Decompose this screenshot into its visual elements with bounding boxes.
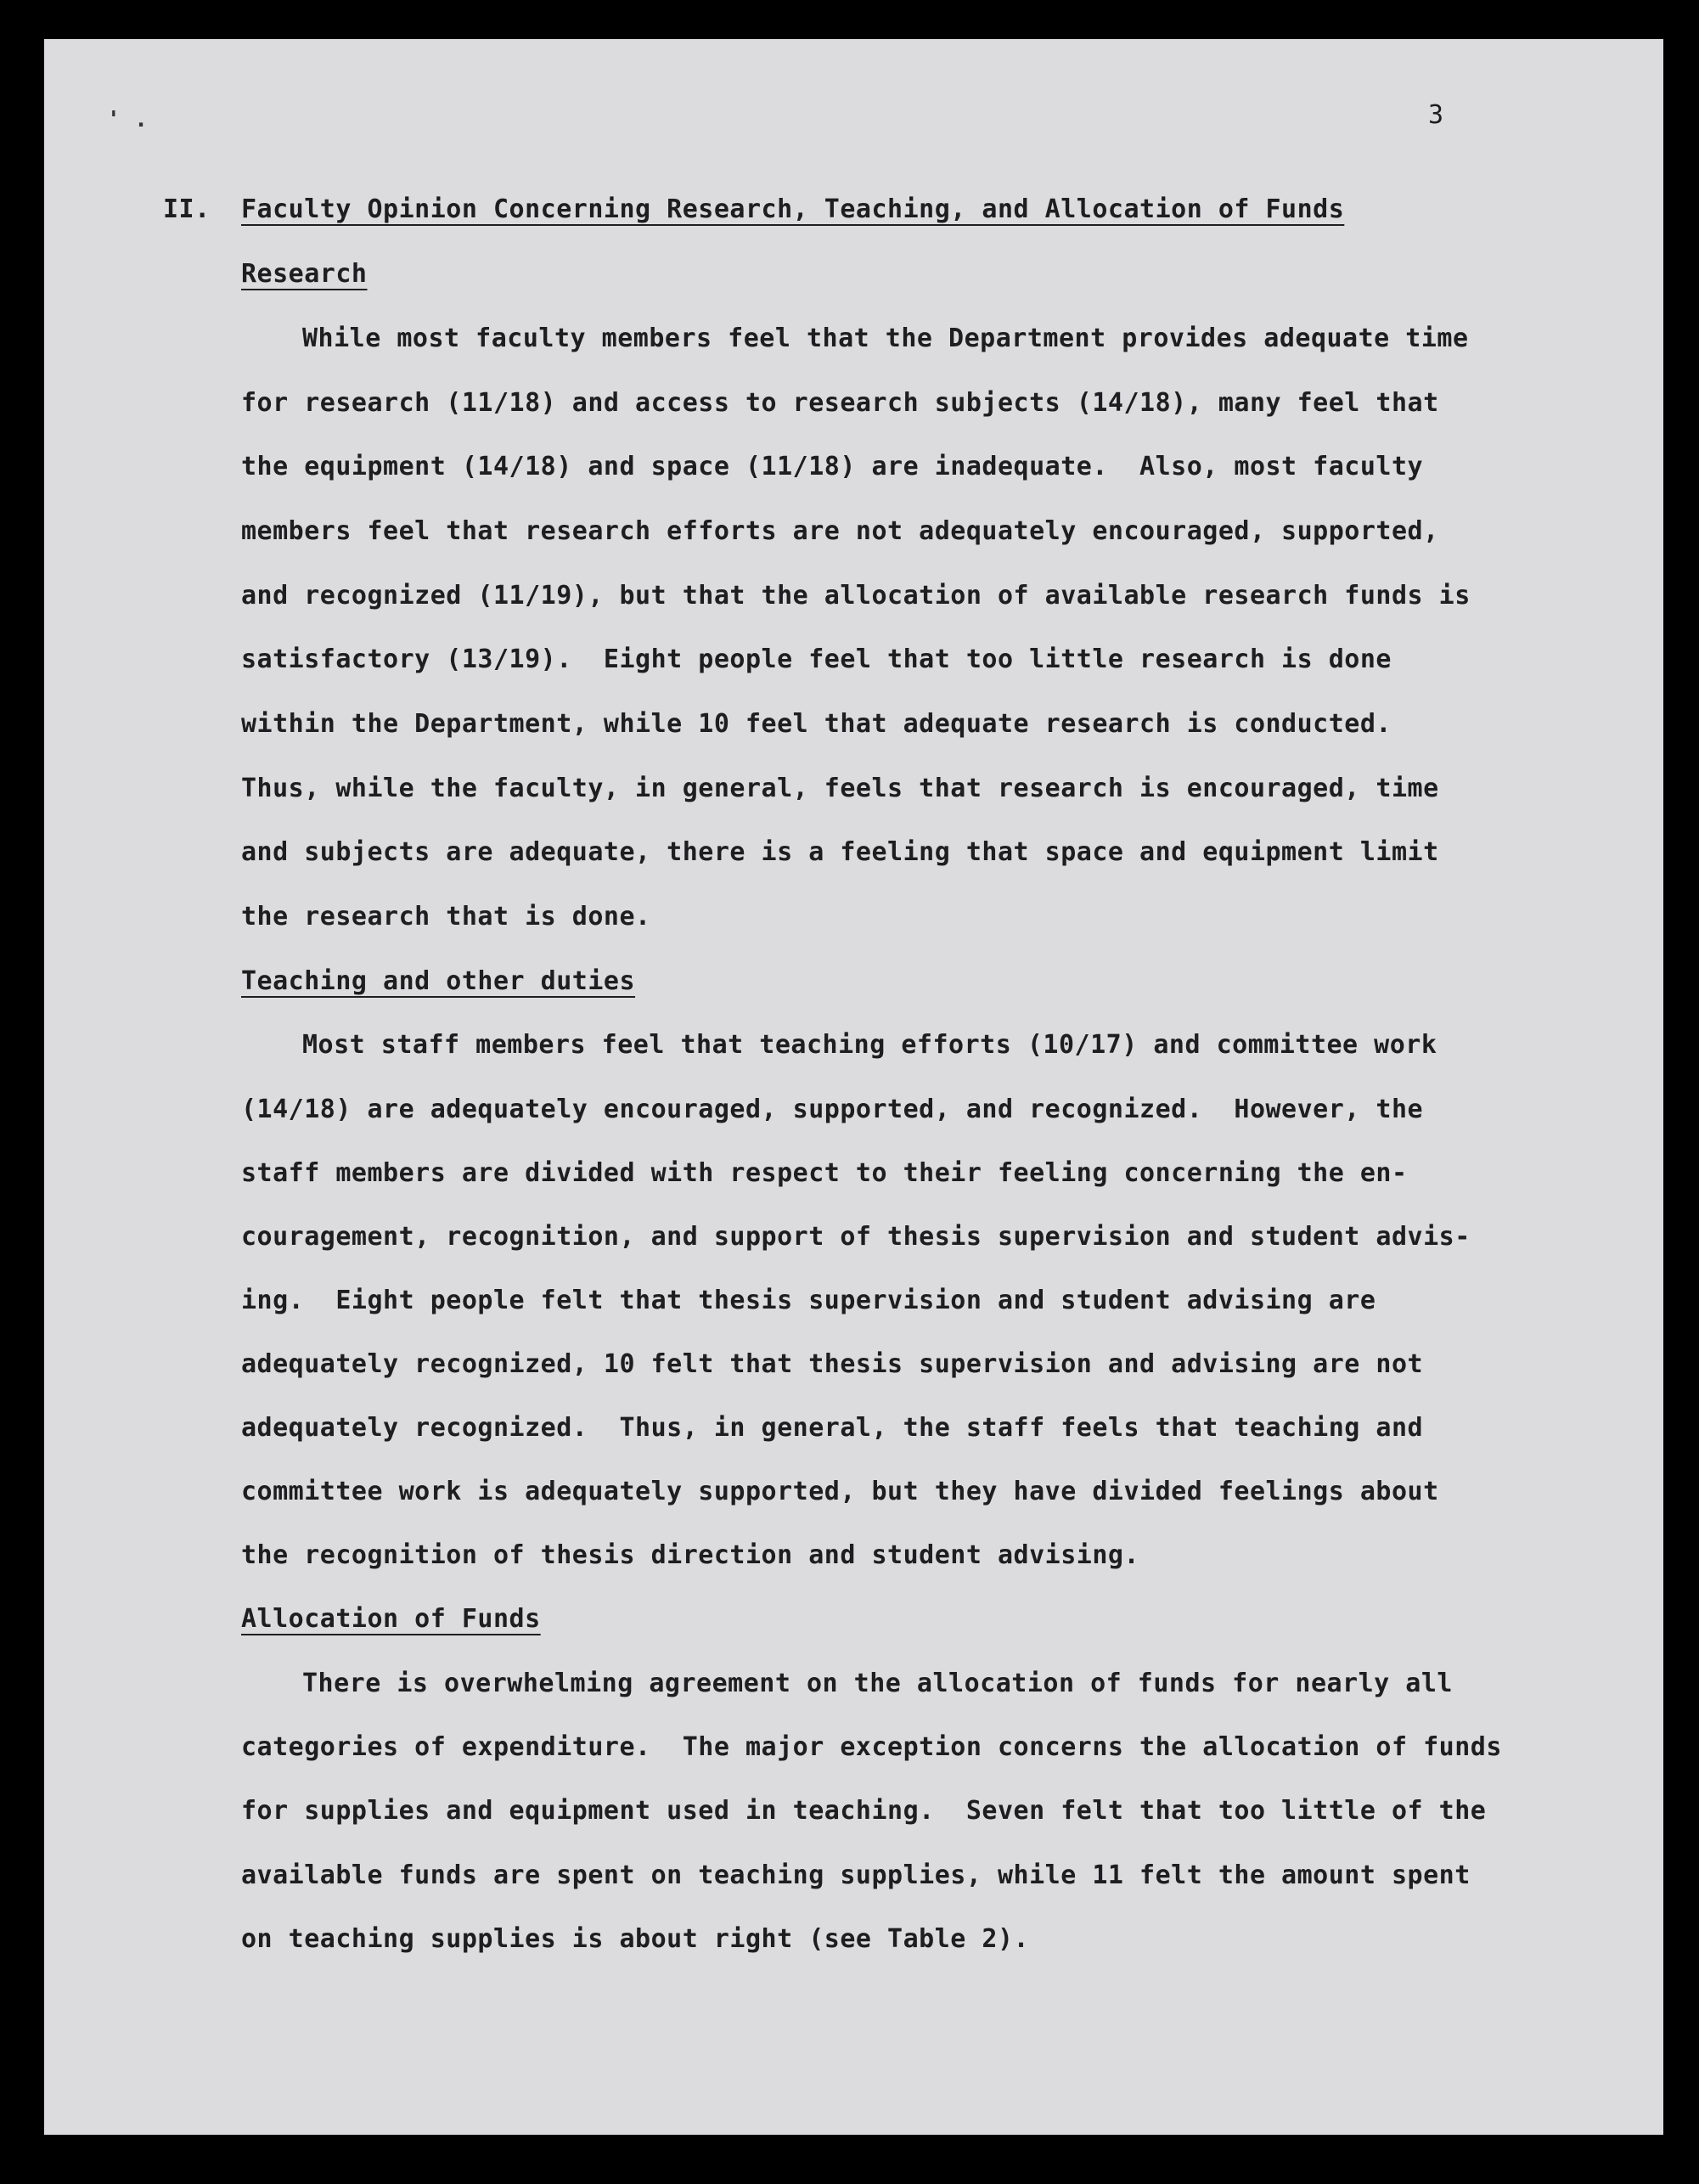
page-marks: ' . — [107, 107, 149, 132]
research-line: the equipment (14/18) and space (11/18) are inadequate. Also, most faculty — [241, 452, 1424, 481]
funds-heading: Allocation of Funds — [241, 1604, 541, 1634]
teaching-line: adequately recognized. Thus, in general, the staff feels that teaching and — [241, 1413, 1424, 1443]
research-line: members feel that research efforts are not adequately encouraged, supported, — [241, 516, 1439, 546]
funds-line: on teaching supplies is about right (see Table 2). — [241, 1924, 1030, 1954]
section-numeral: II. — [163, 194, 211, 224]
funds-line: for supplies and equipment used in teaching. Seven felt that too little of the — [241, 1796, 1487, 1826]
research-line: and subjects are adequate, there is a feeling that space and equipment limit — [241, 837, 1439, 867]
funds-line: available funds are spent on teaching supplies, while 11 felt the amount spent — [241, 1860, 1471, 1890]
teaching-line: (14/18) are adequately encouraged, supported, and recognized. However, the — [241, 1095, 1424, 1124]
page-number: 3 — [1428, 100, 1444, 130]
teaching-line: the recognition of thesis direction and student advising. — [241, 1540, 1140, 1570]
teaching-line: committee work is adequately supported, but they have divided feelings about — [241, 1477, 1439, 1506]
funds-line: categories of expenditure. The major exception concerns the allocation of funds — [241, 1732, 1502, 1762]
teaching-heading: Teaching and other duties — [241, 966, 636, 996]
research-line: Thus, while the faculty, in general, feels that research is encouraged, time — [241, 774, 1439, 803]
research-line: the research that is done. — [241, 902, 651, 932]
section-title: Faculty Opinion Concerning Research, Teaching, and Allocation of Funds — [241, 194, 1345, 224]
research-line: and recognized (11/19), but that the allocation of available research funds is — [241, 581, 1471, 611]
research-line: satisfactory (13/19). Eight people feel that too little research is done — [241, 645, 1392, 674]
teaching-line: adequately recognized, 10 felt that thesis supervision and advising are not — [241, 1349, 1424, 1379]
research-line: for research (11/18) and access to research subjects (14/18), many feel that — [241, 388, 1439, 418]
research-heading: Research — [241, 259, 368, 289]
research-line: within the Department, while 10 feel that adequate research is conducted. — [241, 709, 1392, 739]
document-page — [44, 39, 1663, 2135]
teaching-line: staff members are divided with respect to their feeling concerning the en- — [241, 1158, 1408, 1188]
research-line: While most faculty members feel that the Department provides adequate time — [302, 324, 1469, 353]
funds-line: There is overwhelming agreement on the allocation of funds for nearly all — [302, 1669, 1453, 1698]
teaching-line: Most staff members feel that teaching efforts (10/17) and committee work — [302, 1030, 1437, 1060]
teaching-line: ing. Eight people felt that thesis supervision and student advising are — [241, 1286, 1376, 1315]
teaching-line: couragement, recognition, and support of thesis supervision and student advis- — [241, 1222, 1471, 1252]
